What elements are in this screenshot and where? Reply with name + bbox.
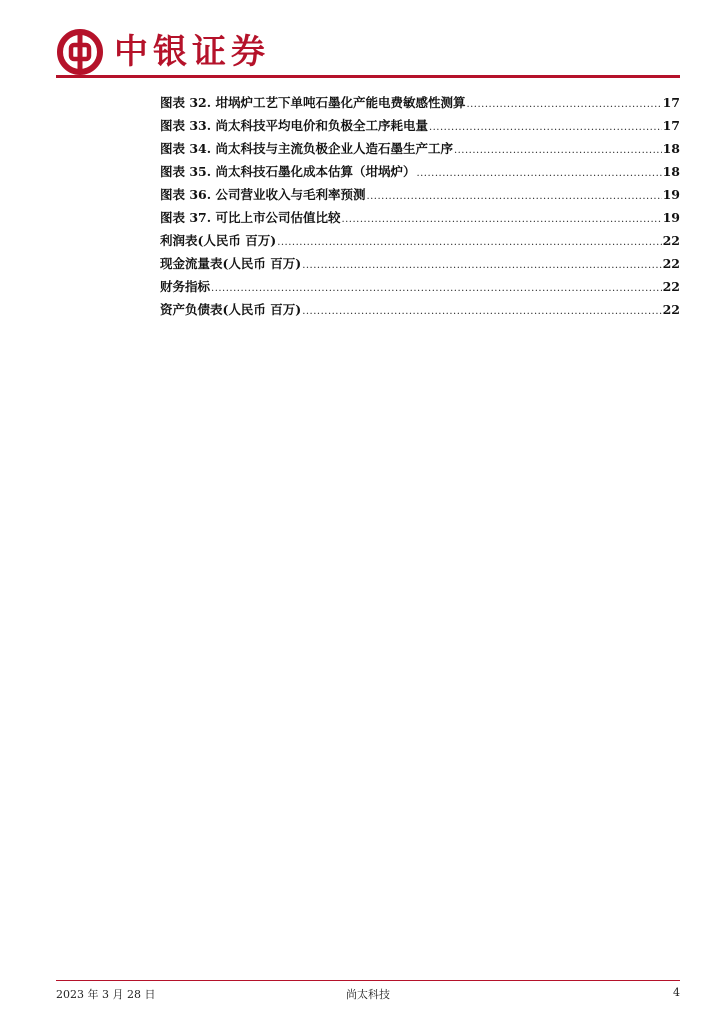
header-divider — [56, 75, 680, 78]
dot-leader — [466, 99, 661, 110]
toc-entry[interactable] — [160, 231, 680, 254]
toc-entry-label: 图表 34. 尚太科技与主流负极企业人造石墨生产工序 — [160, 141, 453, 156]
toc-entry-page: 18 — [662, 141, 680, 156]
dot-leader — [416, 168, 661, 179]
toc-entry[interactable] — [160, 254, 680, 277]
dot-leader — [302, 260, 661, 271]
toc-entry-page: 22 — [662, 233, 680, 248]
dot-leader — [454, 145, 662, 156]
brand-name: 中银证券 — [114, 32, 270, 72]
toc-entry-page: 18 — [662, 164, 680, 179]
toc-entry-page: 17 — [662, 95, 680, 110]
toc-entry-label: 图表 35. 尚太科技石墨化成本估算（坩埚炉） — [160, 164, 416, 179]
page-footer — [56, 980, 680, 1010]
toc-entry-label: 利润表(人民币 百万) — [160, 233, 277, 248]
report-date: 2023 年 3 月 28 日 — [56, 988, 156, 1001]
toc-entry[interactable] — [160, 277, 680, 300]
toc-entry-label: 图表 33. 尚太科技平均电价和负极全工序耗电量 — [160, 118, 428, 133]
dot-leader — [302, 306, 661, 317]
toc-entry-page: 19 — [662, 187, 680, 202]
toc-entry[interactable] — [160, 208, 680, 231]
toc-entry-label: 图表 32. 坩埚炉工艺下单吨石墨化产能电费敏感性测算 — [160, 95, 466, 110]
dot-leader — [277, 237, 661, 248]
dot-leader — [211, 283, 662, 294]
toc-entry[interactable] — [160, 116, 680, 139]
toc-entry[interactable] — [160, 300, 680, 323]
page-number: 4 — [673, 986, 680, 999]
toc-entry-label: 图表 36. 公司营业收入与毛利率预测 — [160, 187, 366, 202]
toc-entry[interactable] — [160, 185, 680, 208]
toc-entry-page: 22 — [662, 256, 680, 271]
toc-entry[interactable] — [160, 93, 680, 116]
toc-entry-label: 现金流量表(人民币 百万) — [160, 256, 302, 271]
dot-leader — [366, 191, 661, 202]
page-header — [56, 28, 680, 80]
table-of-contents — [160, 93, 680, 323]
toc-entry-page: 22 — [662, 302, 680, 317]
toc-entry-label: 资产负债表(人民币 百万) — [160, 302, 302, 317]
toc-entry-page: 17 — [662, 118, 680, 133]
toc-entry-label: 财务指标 — [160, 279, 211, 294]
toc-entry-page: 19 — [662, 210, 680, 225]
toc-entry[interactable] — [160, 139, 680, 162]
toc-entry-label: 图表 37. 可比上市公司估值比较 — [160, 210, 341, 225]
bank-of-china-logo-icon — [56, 28, 104, 76]
company-name: 尚太科技 — [346, 988, 390, 1001]
footer-divider — [56, 980, 680, 981]
toc-entry-page: 22 — [662, 279, 680, 294]
dot-leader — [341, 214, 661, 225]
toc-entry[interactable] — [160, 162, 680, 185]
dot-leader — [429, 122, 662, 133]
